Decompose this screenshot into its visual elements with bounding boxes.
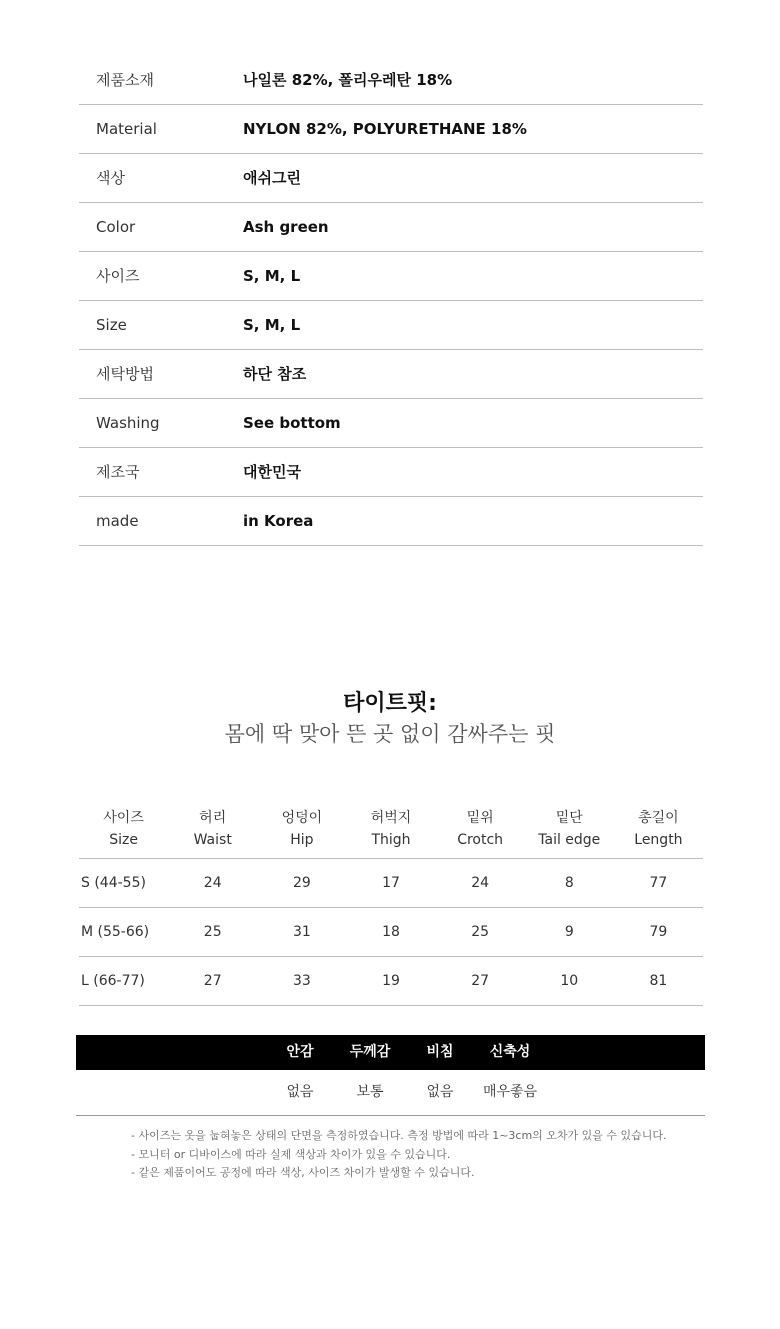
fit-title: 타이트핏: [343,691,437,716]
feature-header-stretch: 신축성 [489,1044,531,1060]
header-thigh [346,800,435,859]
spec-row-material-ko [79,55,703,104]
spec-row-material-en [79,104,703,153]
header-size [79,800,168,859]
spec-value: See bottom [243,413,341,432]
spec-label: Material [96,119,157,138]
header-ko: 밑위 [466,810,494,826]
spec-label: Washing [96,413,160,432]
table-cell: L (66-77) [79,957,168,1006]
table-cell: 9 [525,908,614,957]
spec-row-size-ko [79,251,703,300]
header-ko: 허벅지 [370,810,412,826]
header-crotch [436,800,525,859]
table-cell: M (55-66) [79,908,168,957]
spec-value: 하단 참조 [243,365,307,383]
header-en: Waist [193,832,232,848]
feature-value-stretch: 매우좋음 [482,1084,538,1100]
features-header-bar [76,1035,705,1070]
header-ko: 밑단 [555,810,583,826]
spec-row-color-en [79,202,703,251]
spec-label: 제조국 [96,463,140,481]
note-line: - 같은 제품이어도 공정에 따라 색상, 사이즈 차이가 발생할 수 있습니다. [131,1166,475,1179]
table-cell: 17 [346,859,435,908]
header-en: Crotch [457,832,504,848]
header-en: Length [634,832,683,848]
header-en: Hip [290,832,314,848]
header-en: Thigh [371,832,411,848]
spec-value: S, M, L [243,315,301,334]
header-waist [168,800,257,859]
table-cell: 19 [346,957,435,1006]
size-table-header [79,800,703,859]
spec-label: Size [96,315,127,334]
spec-label: 사이즈 [96,267,140,285]
spec-value: 대한민국 [243,463,301,481]
table-cell: 25 [168,908,257,957]
spec-value: in Korea [243,511,314,530]
table-cell: 79 [614,908,703,957]
feature-value-sheerness: 없음 [426,1084,454,1100]
table-row [79,859,703,908]
product-spec-table [79,55,703,546]
spec-row-washing-ko [79,349,703,398]
table-row [79,957,703,1006]
spec-label: 색상 [96,169,125,187]
spec-row-origin-en [79,496,703,545]
table-row [79,908,703,957]
spec-value: NYLON 82%, POLYURETHANE 18% [243,119,527,138]
spec-row-size-en [79,300,703,349]
feature-header-sheerness: 비침 [426,1044,454,1060]
table-cell: 24 [168,859,257,908]
spec-value: 나일론 82%, 폴리우레탄 18% [243,70,453,89]
spec-value: S, M, L [243,266,301,285]
feature-header-lining: 안감 [286,1044,314,1060]
header-en: Size [109,832,138,848]
table-cell: 18 [346,908,435,957]
feature-value-thickness: 보통 [356,1084,384,1100]
table-cell: 8 [525,859,614,908]
table-cell: S (44-55) [79,859,168,908]
table-cell: 29 [257,859,346,908]
table-cell: 33 [257,957,346,1006]
table-cell: 24 [436,859,525,908]
table-cell: 25 [436,908,525,957]
spec-row-origin-ko [79,447,703,496]
table-cell: 77 [614,859,703,908]
note-line: - 모니터 or 디바이스에 따라 실제 색상과 차이가 있을 수 있습니다. [131,1147,451,1161]
spec-value: Ash green [243,217,329,236]
spec-label: Color [96,217,136,236]
spec-value: 애쉬그린 [243,169,301,187]
header-length [614,800,703,859]
size-table [79,800,703,1006]
spec-label: made [96,511,139,530]
table-cell: 10 [525,957,614,1006]
feature-value-lining: 없음 [286,1084,314,1100]
header-ko: 총길이 [638,810,679,826]
header-ko: 엉덩이 [281,810,323,826]
feature-header-thickness: 두께감 [349,1044,391,1060]
header-en: Tail edge [538,832,601,848]
features-values [76,1070,705,1116]
spec-row-washing-en [79,398,703,447]
fit-subtitle: 몸에 딱 맞아 뜬 곳 없이 감싸주는 핏 [224,722,556,746]
header-tail-edge [525,800,614,859]
spec-row-color-ko [79,153,703,202]
table-cell: 31 [257,908,346,957]
header-hip [257,800,346,859]
table-cell: 27 [168,957,257,1006]
header-ko: 허리 [199,810,227,826]
spec-label: 제품소재 [96,70,154,89]
spec-label: 세탁방법 [96,365,154,383]
note-line: - 사이즈는 옷을 눕혀놓은 상태의 단면을 측정하였습니다. 측정 방법에 따라 1~3cm의 오차가 있을 수 있습니다. [131,1129,667,1142]
notes [131,1127,667,1183]
table-cell: 27 [436,957,525,1006]
table-cell: 81 [614,957,703,1006]
header-ko: 사이즈 [103,810,144,826]
